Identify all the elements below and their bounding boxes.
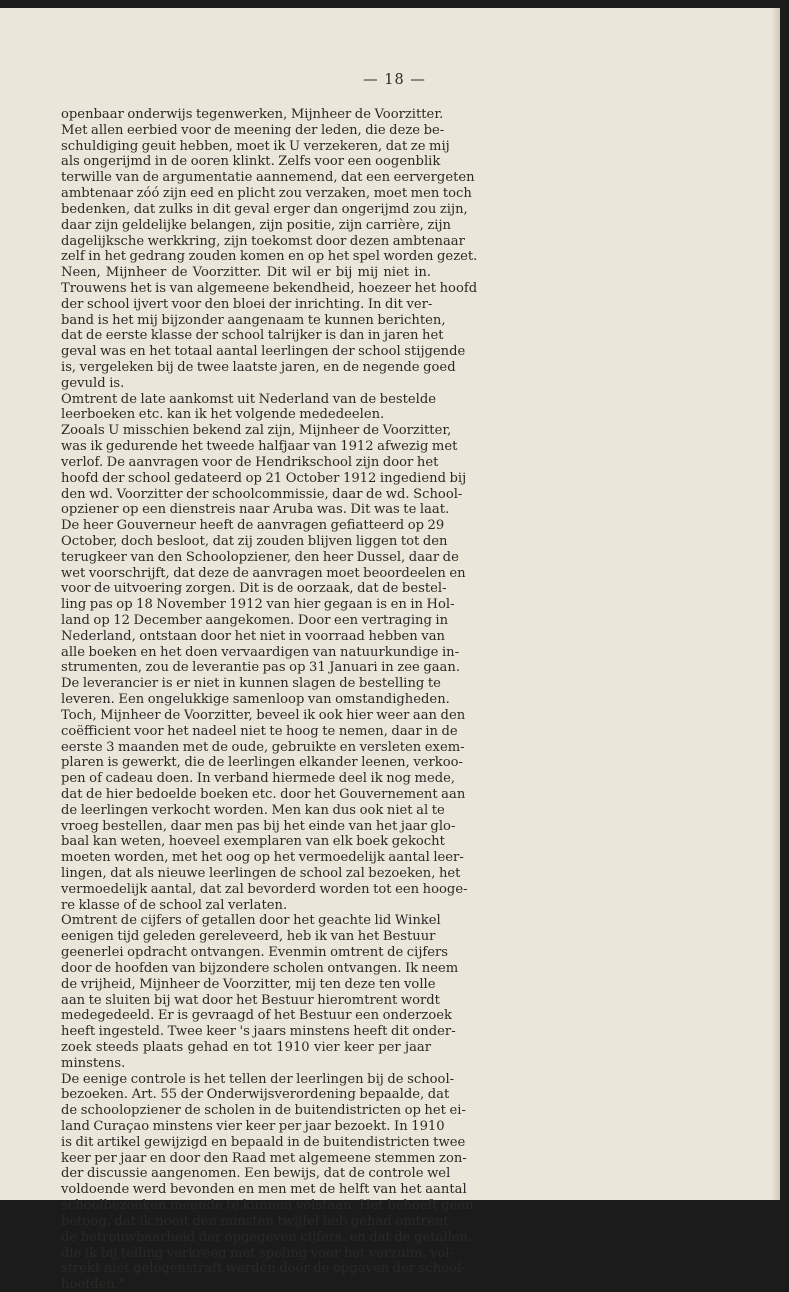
text-line: heeft ingesteld. Twee keer 's jaars minstens heeft dit onder- <box>61 1023 456 1039</box>
text-line: coëfficient voor het nadeel niet te hoog te nemen, daar in de <box>61 722 458 738</box>
text-line: wet voorschrijft, dat deze de aanvragen moet beoordeelen en <box>61 564 466 580</box>
text-line: leveren. Een ongelukkige samenloop van omstandigheden. <box>61 691 450 707</box>
text-line: is, vergeleken bij de twee laatste jaren, en de negende goed <box>61 359 456 374</box>
text-line: hoofd der school gedateerd op 21 October 1912 ingediend bij <box>61 469 467 485</box>
text-line: Met allen eerbied voor de meening der leden, die deze be- <box>61 121 445 137</box>
text-line: die ik bij telling verkreeg met speling voor het verzuim, vol- <box>61 1244 455 1260</box>
text-line: alle boeken en het doen vervaardigen van natuurkundige in- <box>61 643 460 659</box>
text-line: bedenken, dat zulks in dit geval erger dan ongerijmd zou zijn, <box>61 200 468 216</box>
text-line: geval was en het totaal aantal leerlingen der school stijgende <box>61 343 466 359</box>
text-line: door de hoofden van bijzondere scholen ontvangen. Ik neem <box>61 959 459 975</box>
text-line: Omtrent de late aankomst uit Nederland van de bestelde <box>61 390 436 406</box>
text-line: bezoeken. Art. 55 der Onderwijsverordening bepaalde, dat <box>61 1086 450 1102</box>
text-line: zelf in het gedrang zouden komen en op het spel worden gezet. <box>61 248 478 264</box>
text-line: Nederland, ontstaan door het niet in voorraad hebben van <box>61 627 445 643</box>
text-line: dat de hier bedoelde boeken etc. door het Gouvernement aan <box>61 785 466 801</box>
text-line: medegedeeld. Er is gevraagd of het Bestuur een onderzoek <box>61 1007 452 1023</box>
text-line: vermoedelijk aantal, dat zal bevorderd worden tot een hooge- <box>61 880 468 896</box>
text-line: Omtrent de cijfers of getallen door het geachte lid Winkel <box>61 912 441 928</box>
text-line: keer per jaar en door den Raad met algemeene stemmen zon- <box>61 1149 467 1165</box>
text-line: was ik gedurende het tweede halfjaar van 1912 afwezig met <box>61 438 458 454</box>
body-text <box>61 106 478 1292</box>
text-line: De heer Gouverneur heeft de aanvragen gefiatteerd op 29 <box>61 517 445 533</box>
text-line: lingen, dat als nieuwe leerlingen de school zal bezoeken, het <box>61 865 461 880</box>
page-edge <box>771 8 780 1200</box>
text-line: De leverancier is er niet in kunnen slagen de bestelling te <box>61 675 441 691</box>
text-line: opziener op een dienstreis naar Aruba was. Dit was te laat. <box>61 501 450 517</box>
text-line: de betrouwbaarheid der opgegeven cijfers, en dat de getallen, <box>61 1228 473 1244</box>
text-line: October, doch besloot, dat zij zouden blijven liggen tot den <box>61 532 448 548</box>
page-number: — 18 — <box>363 72 426 88</box>
text-line: terwille van de argumentatie aannemend, dat een eervergeten <box>61 169 475 185</box>
text-line: der school ijvert voor den bloei der inrichting. In dit ver- <box>61 295 433 311</box>
text-line: terugkeer van den Schoolopziener, den heer Dussel, daar de <box>61 548 459 564</box>
text-line: minstens. <box>61 1054 126 1070</box>
text-line: openbaar onderwijs tegenwerken, Mijnheer de Voorzitter. <box>61 106 444 121</box>
text-line: baal kan weten, hoeveel exemplaren van elk boek gekocht <box>61 833 445 849</box>
text-line: plaren is gewerkt, die de leerlingen elkander leenen, verkoo- <box>61 754 464 770</box>
text-line: ling pas op 18 November 1912 van hier gegaan is en in Hol- <box>61 596 455 612</box>
text-line: zoek steeds plaats gehad en tot 1910 vier keer per jaar <box>61 1038 432 1054</box>
text-line: Neen, Mijnheer de Voorzitter. Dit wil er bij mij niet in. <box>61 264 432 280</box>
text-line: hoofden." <box>61 1276 125 1292</box>
text-line: strekt niet gelogenstraft werden door de opgaven der school- <box>61 1260 466 1276</box>
text-line: pen of cadeau doen. In verband hiermede deel ik nog mede, <box>61 770 456 786</box>
text-line: Trouwens het is van algemeene bekendheid, hoezeer het hoofd <box>61 279 478 295</box>
text-line: land op 12 December aangekomen. Door een vertraging in <box>61 612 449 627</box>
text-line: moeten worden, met het oog op het vermoedelijk aantal leer- <box>61 849 464 865</box>
text-line: land Curaçao minstens vier keer per jaar bezoekt. In 1910 <box>61 1118 445 1133</box>
text-line: de vrijheid, Mijnheer de Voorzitter, mij ten deze ten volle <box>61 975 436 991</box>
text-line: schuldiging geuit hebben, moet ik U verzekeren, dat ze mij <box>61 137 450 153</box>
text-line: Zooals U misschien bekend zal zijn, Mijnheer de Voorzitter, <box>61 422 452 438</box>
text-line: als ongerijmd in de ooren klinkt. Zelfs voor een oogenblik <box>61 153 441 169</box>
text-line: den wd. Voorzitter der schoolcommissie, daar de wd. School- <box>61 485 463 501</box>
text-line: eerste 3 maanden met de oude, gebruikte en versleten exem- <box>61 738 465 754</box>
text-line: schoolbezoeken meende te kunnen volstaan. Het behoeft geen <box>61 1197 474 1213</box>
text-line: voor de uitvoering zorgen. Dit is de oorzaak, dat de bestel- <box>61 580 447 596</box>
text-line: gevuld is. <box>61 374 125 390</box>
text-line: eenigen tijd geleden gereleveerd, heb ik van het Bestuur <box>61 928 436 944</box>
text-line: verlof. De aanvragen voor de Hendrikschool zijn door het <box>61 453 439 469</box>
text-line: dat de eerste klasse der school talrijker is dan in jaren het <box>61 327 444 343</box>
text-line: daar zijn geldelijke belangen, zijn positie, zijn carrière, zijn <box>61 216 451 232</box>
text-line: Toch, Mijnheer de Voorzitter, beveel ik ook hier weer aan den <box>61 706 466 722</box>
text-line: strumenten, zou de leverantie pas op 31 Januari in zee gaan. <box>61 659 461 675</box>
text-line: de schoolopziener de scholen in de buitendistricten op het ei- <box>61 1102 466 1118</box>
text-line: ambtenaar zóó zijn eed en plicht zou verzaken, moet men toch <box>61 185 472 201</box>
text-line: leerboeken etc. kan ik het volgende mededeelen. <box>61 406 385 422</box>
text-line: aan te sluiten bij wat door het Bestuur hieromtrent wordt <box>61 991 440 1007</box>
text-line: geenerlei opdracht ontvangen. Evenmin omtrent de cijfers <box>61 944 449 960</box>
text-line: De eenige controle is het tellen der leerlingen bij de school- <box>61 1070 455 1086</box>
text-line: voldoende werd bevonden en men met de helft van het aantal <box>61 1181 467 1197</box>
text-line: band is het mij bijzonder aangenaam te kunnen berichten, <box>61 311 446 327</box>
text-line: is dit artikel gewijzigd en bepaald in de buitendistricten twee <box>61 1133 466 1149</box>
text-line: vroeg bestellen, daar men pas bij het einde van het jaar glo- <box>61 817 456 833</box>
text-line: der discussie aangenomen. Een bewijs, dat de controle wel <box>61 1165 451 1181</box>
text-line: betoog, dat ik nooit den minsten twijfel heb gehad omtrent <box>61 1212 449 1228</box>
text-line: dagelijksche werkkring, zijn toekomst door dezen ambtenaar <box>61 232 465 248</box>
text-line: de leerlingen verkocht worden. Men kan dus ook niet al te <box>61 801 445 817</box>
text-line: re klasse of de school zal verlaten. <box>61 896 288 912</box>
